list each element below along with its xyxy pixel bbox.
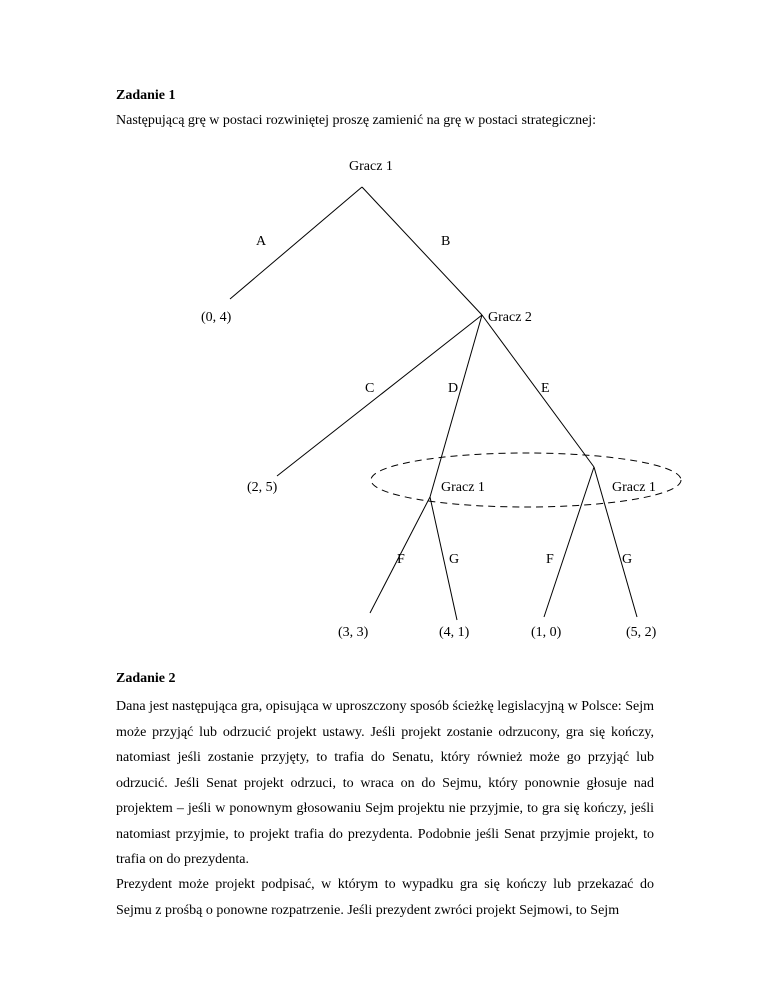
payoff-df: (3, 3) — [338, 625, 369, 640]
move-g-left-label: G — [449, 552, 460, 567]
move-a-label: A — [256, 234, 267, 249]
payoff-c: (2, 5) — [247, 480, 278, 495]
branch-E — [482, 315, 594, 467]
move-b-label: B — [441, 234, 451, 249]
branch-D — [430, 315, 482, 497]
move-c-label: C — [365, 381, 375, 396]
task2-paragraph-1: Dana jest następująca gra, opisująca w uproszczony sposób ścieżkę legislacyjną w Polsce: Sejm może przyjąć lub odrzucić projekt ustawy. Jeśli projekt zostanie odrzucony, gra się kończy, natomiast jeśli zostanie przyjęty, to trafia do Senatu, który również może go przyjąć lub odrzucić. Jeśli Senat projekt odrzuci, to wraca on do Sejmu, który ponownie głosuje nad projektem – jeśli w ponownym głosowaniu Sejm projektu nie przyjmie, to gra się kończy, jeśli natomiast przyjmie, to projekt trafia do prezydenta. Podobnie jeśli Senat przyjmie projekt, to trafia on do prezydenta. — [116, 699, 654, 867]
task2-paragraph-2: Prezydent może projekt podpisać, w którym to wypadku gra się kończy lub przekazać do Sejmu z prośbą o ponowne rozpatrzenie. Jeśli prezydent zwróci projekt Sejmowi, to Sejm — [116, 877, 654, 918]
payoff-dg: (4, 1) — [439, 625, 470, 640]
move-g-right-label: G — [622, 552, 633, 567]
task1-heading: Zadanie 1 — [116, 88, 176, 103]
move-f-right-label: F — [546, 552, 554, 567]
payoff-eg: (5, 2) — [626, 625, 657, 640]
move-d-label: D — [448, 381, 459, 396]
payoff-a: (0, 4) — [201, 310, 232, 325]
info-set-right-label: Gracz 1 — [612, 480, 656, 495]
task1-instruction: Następującą grę w postaci rozwiniętej proszę zamienić na grę w postaci strategicznej: — [116, 113, 597, 128]
branch-F-right — [544, 467, 594, 617]
branch-A — [230, 187, 362, 299]
node2-label: Gracz 2 — [488, 310, 532, 325]
move-f-left-label: F — [397, 552, 405, 567]
move-e-label: E — [541, 381, 550, 396]
payoff-ef: (1, 0) — [531, 625, 562, 640]
info-set-left-label: Gracz 1 — [441, 480, 485, 495]
task2-heading: Zadanie 2 — [116, 671, 176, 686]
root-label: Gracz 1 — [349, 159, 393, 174]
branch-B — [362, 187, 482, 315]
